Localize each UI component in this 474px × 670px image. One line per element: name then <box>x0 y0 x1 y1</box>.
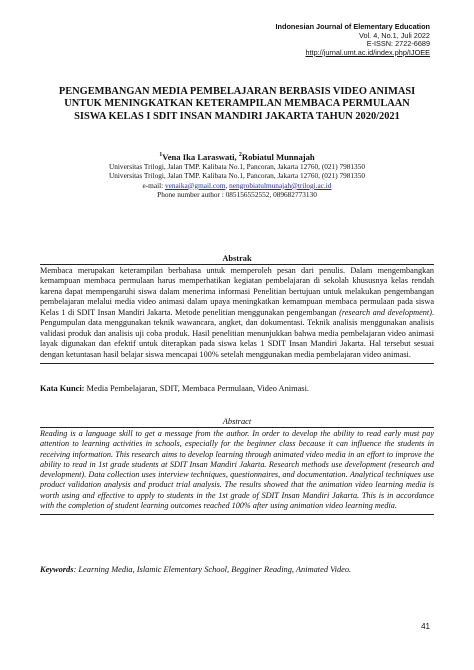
affiliation-2: Universitas Trilogi, Jalan TMP. Kalibata No.1, Pancoran, Jakarta 12760, (021) 7981350 <box>108 171 366 181</box>
abstrak-text-part-1: Membaca merupakan keterampilan berbahasa untuk memperoleh pesan dari penulis. Dalam mengembangkan kemampuan membaca permulaan harus memperhatikan kegiatan pembelajaran di sekolah khususnya kelas rendah karena dapat mempengaruhi siswa dalam menerima informasi Penelitian bertujuan untuk melakukan pengembangan pembelajaran melalui media video animasi dalam upaya meningkatkan kemampuan membaca permulaan pada siswa Kelas 1 di SDIT Insan Mandiri Jakarta. Metode penelitian menggunakan pengembangan <box>40 266 434 317</box>
kata-kunci-text: Media Pembelajaran, SDIT, Membaca Permulaan, Video Animasi. <box>84 384 309 393</box>
author-phone: Phone number author : 085156552552, 089682773130 <box>157 189 317 199</box>
page-number: 41 <box>421 622 430 631</box>
author1-superscript: 1 <box>159 152 163 158</box>
email-separator: , <box>225 180 230 190</box>
abstrak-heading: Abstrak <box>222 254 252 263</box>
author1-name: Vena Ika Laraswati, <box>162 151 239 162</box>
journal-name: Indonesian Journal of Elementary Education <box>275 22 430 31</box>
abstract-heading: Abstract <box>222 417 252 426</box>
author2-superscript: 2 <box>238 152 242 158</box>
author-names <box>40 150 434 162</box>
kata-kunci <box>40 384 434 393</box>
affiliation-1: Universitas Trilogi, Jalan TMP. Kalibata No.1, Pancoran, Jakarta 12760, (021) 7981350 <box>108 162 366 172</box>
journal-url-link[interactable]: http://jurnal.umt.ac.id/index.php/IJOEE <box>305 47 430 57</box>
journal-volume: Vol. 4, No.1, Juli 2022 <box>359 30 430 40</box>
paper-title: PENGEMBANGAN MEDIA PEMBELAJARAN BERBASIS VIDEO ANIMASI UNTUK MENINGKATKAN KETERAMPILAN MEMBACA PERMULAAN SISWA KELAS I SDIT INSAN MANDIRI JAKARTA TAHUN 2020/2021 <box>58 86 416 122</box>
abstrak-text-italic: (research and development) <box>339 307 432 317</box>
journal-issn: E-ISSN: 2722-6689 <box>366 39 430 49</box>
abstrak-body <box>40 264 434 364</box>
keywords-text: : Learning Media, Islamic Elementary School, Begginer Reading, Animated Video. <box>73 565 352 574</box>
abstract-body: Reading is a language skill to get a message from the author. In order to develop the ability to read early must pay attention to learning activities in schools, especially for the beginner class because it can influence the students in receiving information. This research aims to develop learning through animated video media in an effort to improve the ability to read in 1st grade students at SDIT Insan Mandiri Jakarta. Research methods use development (research and development). Data collection uses interview techniques, questionnaires, and documentation. Analytical techniques use product validation analysis and product trial analysis. The results showed that the animation video learning media is worth using and effective to apply to students in the 1st grade of SDIT Insan Mandiri Jakarta. This is in accordance with the completion of student learning outcomes reached 100% after using animation video learning media. <box>40 427 434 515</box>
author2-name: Robiatul Munnajah <box>241 151 315 162</box>
email-label: e-mail: <box>142 180 166 190</box>
kata-kunci-label: Kata Kunci: <box>40 384 85 393</box>
author-block <box>40 150 434 199</box>
abstrak-text-part-2: . Pengumpulan data menggunakan teknik wawancara, angket, dan dokumentasi. Teknik analisis menggunakan analisis validasi produk dan analisis uji coba produk. Hasil penelitian menunjukkan bahwa media pembelajaran video animasi layak digunakan dan efektif untuk diterapkan pada siswa kelas 1 SDIT Insan Mandiri Jakarta. Hal tersebut sesuai dengan ketuntasan hasil belajar siswa mencapai 100% setelah menggunakan media pembelajaran video animasi. <box>40 307 434 359</box>
journal-header <box>276 23 430 57</box>
email-link-1[interactable]: venaika@gmail.com <box>165 180 226 190</box>
author-emails <box>40 181 434 190</box>
keywords-label: Keywords <box>40 565 74 574</box>
email-link-2[interactable]: nengrobiatulmunajah@trilogi.ac.id <box>229 180 332 190</box>
keywords <box>40 565 434 574</box>
